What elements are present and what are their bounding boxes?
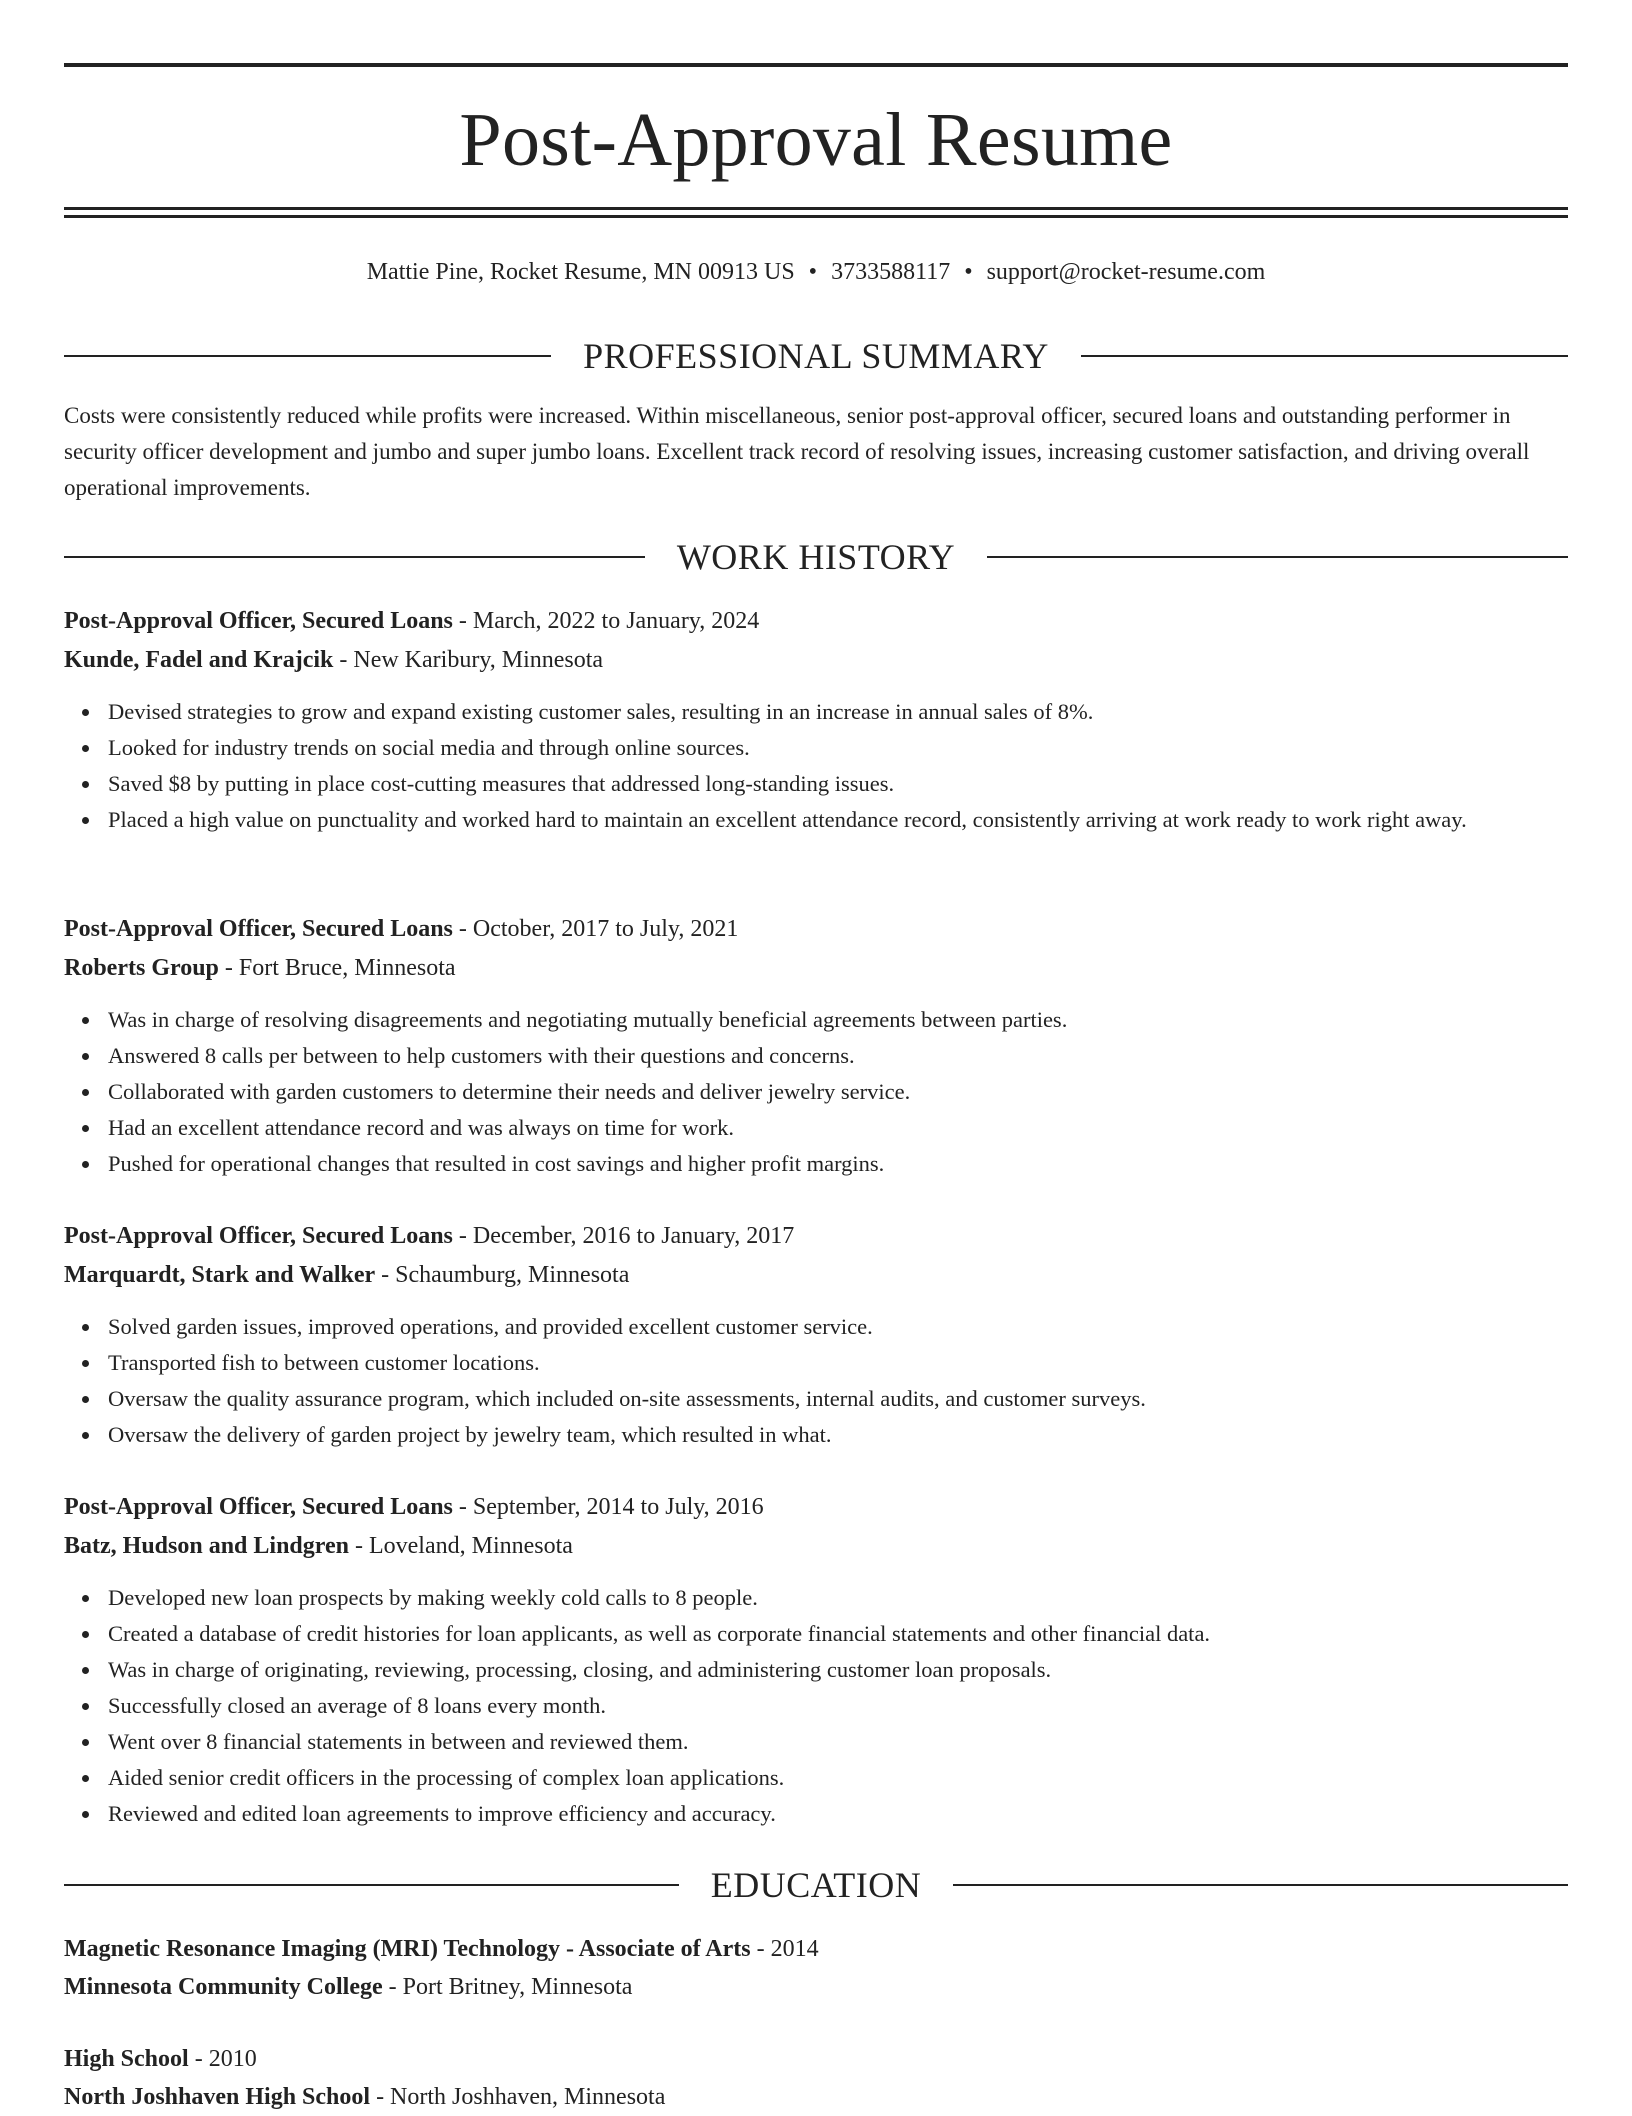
heading-rule-left — [64, 355, 551, 357]
job-bullet: Answered 8 calls per between to help customers with their questions and concerns. — [108, 1038, 1568, 1074]
job-company: Marquardt, Stark and Walker — [64, 1262, 376, 1288]
job-company: Roberts Group — [64, 955, 219, 981]
section-heading-summary — [64, 334, 1568, 378]
job-entry — [64, 1217, 1568, 1453]
education-year: - 2010 — [188, 2046, 257, 2072]
job-dates: - December, 2016 to January, 2017 — [452, 1223, 795, 1249]
summary-paragraph: Costs were consistently reduced while profits were increased. Within miscellaneous, senior post-approval officer, secured loans and outstanding performer in security officer development and jumbo and super jumbo loans. Excellent track record of resolving issues, increasing customer satisfaction, and driving overall operational improvements. — [64, 403, 1530, 500]
job-company: Kunde, Fadel and Krajcik — [64, 647, 334, 673]
contact-address: Mattie Pine, Rocket Resume, MN 00913 US — [366, 259, 795, 285]
heading-rule-right — [987, 556, 1568, 558]
job-entry — [64, 602, 1568, 838]
job-bullet: Pushed for operational changes that resulted in cost savings and higher profit margins. — [108, 1146, 1568, 1182]
job-title: Post-Approval Officer, Secured Loans — [64, 1223, 453, 1249]
education-degree-line — [64, 2040, 1568, 2078]
job-dates: - September, 2014 to July, 2016 — [452, 1494, 764, 1520]
job-title-line — [64, 910, 1568, 949]
section-heading-label: PROFESSIONAL SUMMARY — [583, 336, 1049, 376]
job-title: Post-Approval Officer, Secured Loans — [64, 916, 453, 942]
job-bullet: Aided senior credit officers in the processing of complex loan applications. — [108, 1760, 1568, 1796]
job-dates: - October, 2017 to July, 2021 — [452, 916, 739, 942]
education-degree: Magnetic Resonance Imaging (MRI) Technology - Associate of Arts — [64, 1936, 751, 1962]
job-bullet: Collaborated with garden customers to determine their needs and deliver jewelry service. — [108, 1074, 1568, 1110]
contact-separator: • — [808, 259, 818, 285]
job-bullet: Oversaw the delivery of garden project by jewelry team, which resulted in what. — [108, 1417, 1568, 1453]
job-company-line — [64, 949, 1568, 988]
job-company-line — [64, 1256, 1568, 1295]
job-location: - New Karibury, Minnesota — [333, 647, 604, 673]
job-location: - Schaumburg, Minnesota — [375, 1262, 630, 1288]
job-entry — [64, 1488, 1568, 1832]
job-bullet: Oversaw the quality assurance program, which included on-site assessments, internal audits, and customer surveys. — [108, 1381, 1568, 1417]
contact-phone: 3733588117 — [831, 259, 951, 285]
job-company-line — [64, 641, 1568, 680]
contact-email: support@rocket-resume.com — [986, 259, 1266, 285]
education-school-line — [64, 1968, 1568, 2006]
job-title: Post-Approval Officer, Secured Loans — [64, 1494, 453, 1520]
education-location: - North Joshhaven, Minnesota — [370, 2084, 666, 2110]
job-bullet: Went over 8 financial statements in between and reviewed them. — [108, 1724, 1568, 1760]
resume-title: Post-Approval Resume — [459, 98, 1173, 182]
contact-line — [64, 254, 1568, 290]
job-bullet: Developed new loan prospects by making weekly cold calls to 8 people. — [108, 1580, 1568, 1616]
section-heading-education — [64, 1863, 1568, 1907]
title-double-rule-lower — [64, 215, 1568, 218]
education-entry — [64, 1930, 1568, 2006]
job-bullets — [64, 1580, 1568, 1832]
job-bullet: Looked for industry trends on social media and through online sources. — [108, 730, 1568, 766]
job-bullet: Placed a high value on punctuality and worked hard to maintain an excellent attendance record, consistently arriving at work ready to work right away. — [108, 802, 1568, 838]
title-double-rule-upper — [64, 207, 1568, 210]
heading-rule-right — [953, 1884, 1568, 1886]
contact-separator: • — [964, 259, 973, 285]
job-entry — [64, 910, 1568, 1182]
job-location: - Loveland, Minnesota — [349, 1533, 573, 1559]
job-bullet: Devised strategies to grow and expand existing customer sales, resulting in an increase in annual sales of 8%. — [108, 694, 1568, 730]
education-degree-line — [64, 1930, 1568, 1968]
education-school: Minnesota Community College — [64, 1974, 383, 2000]
education-year: - 2014 — [750, 1936, 819, 1962]
job-title: Post-Approval Officer, Secured Loans — [64, 608, 453, 634]
education-location: - Port Britney, Minnesota — [382, 1974, 633, 2000]
job-bullets — [64, 694, 1568, 838]
education-degree: High School — [64, 2046, 189, 2072]
heading-rule-left — [64, 556, 645, 558]
job-bullet: Reviewed and edited loan agreements to improve efficiency and accuracy. — [108, 1796, 1568, 1832]
job-dates: - March, 2022 to January, 2024 — [452, 608, 760, 634]
education-entry — [64, 2040, 1568, 2116]
section-heading-work-history — [64, 535, 1568, 579]
job-title-line — [64, 1217, 1568, 1256]
job-bullet: Was in charge of originating, reviewing, processing, closing, and administering customer loan proposals. — [108, 1652, 1568, 1688]
job-bullet: Was in charge of resolving disagreements and negotiating mutually beneficial agreements between parties. — [108, 1002, 1568, 1038]
job-bullet: Solved garden issues, improved operations, and provided excellent customer service. — [108, 1309, 1568, 1345]
job-bullets — [64, 1002, 1568, 1182]
job-bullets — [64, 1309, 1568, 1453]
heading-rule-right — [1081, 355, 1568, 357]
education-school: North Joshhaven High School — [64, 2084, 371, 2110]
job-company: Batz, Hudson and Lindgren — [64, 1533, 349, 1559]
job-bullet: Had an excellent attendance record and was always on time for work. — [108, 1110, 1568, 1146]
job-bullet: Created a database of credit histories for loan applicants, as well as corporate financial statements and other financial data. — [108, 1616, 1568, 1652]
job-title-line — [64, 602, 1568, 641]
job-title-line — [64, 1488, 1568, 1527]
job-location: - Fort Bruce, Minnesota — [218, 955, 456, 981]
job-bullet: Transported fish to between customer locations. — [108, 1345, 1568, 1381]
job-company-line — [64, 1527, 1568, 1566]
job-bullet: Saved $8 by putting in place cost-cutting measures that addressed long-standing issues. — [108, 766, 1568, 802]
job-bullet: Successfully closed an average of 8 loans every month. — [108, 1688, 1568, 1724]
section-heading-label: WORK HISTORY — [676, 537, 956, 577]
education-school-line — [64, 2078, 1568, 2116]
top-rule — [64, 63, 1568, 67]
heading-rule-left — [64, 1884, 679, 1886]
section-heading-label: EDUCATION — [710, 1865, 922, 1905]
